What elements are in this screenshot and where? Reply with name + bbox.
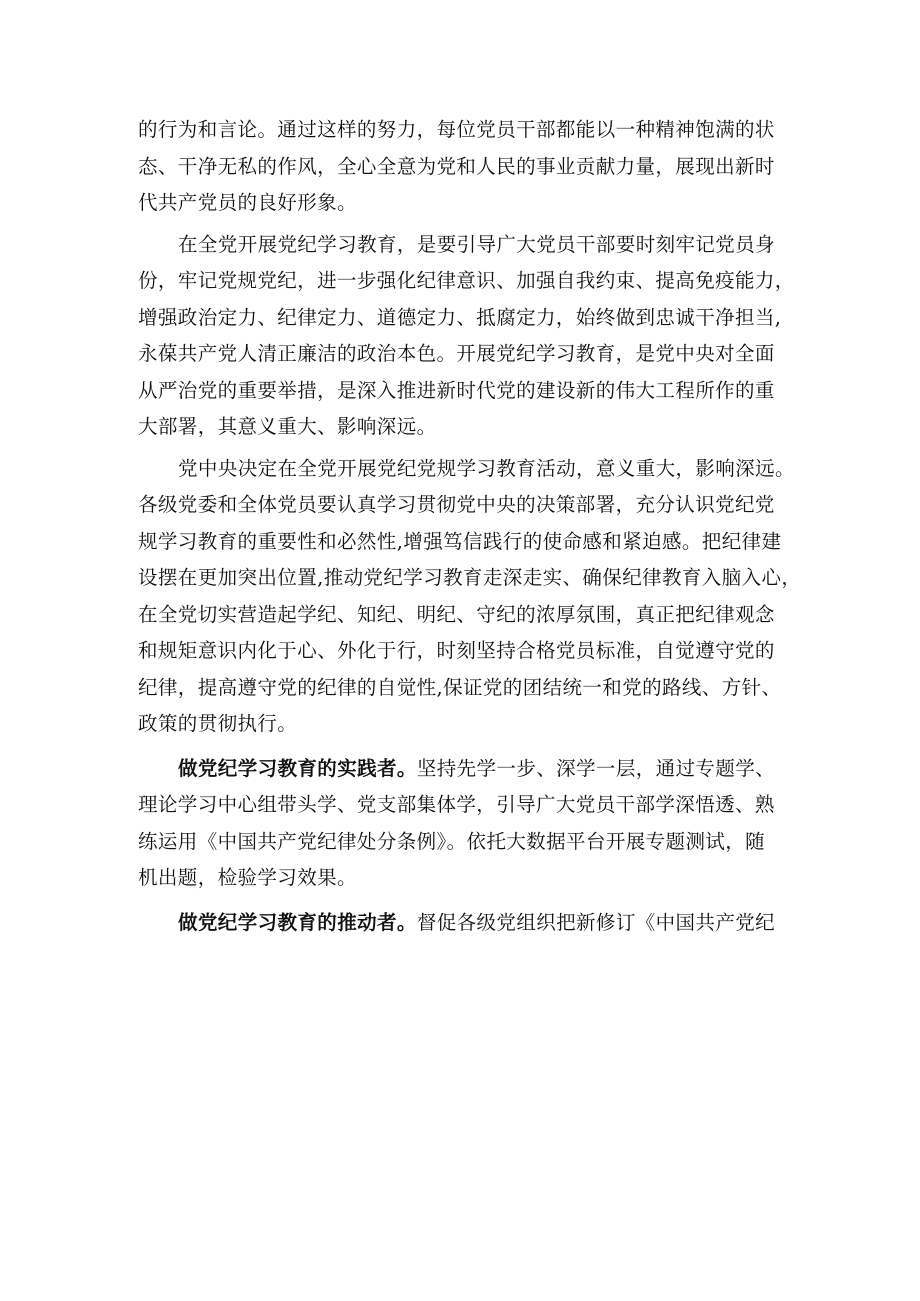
text-line: 在全党切实营造起学纪、知纪、明纪、守纪的浓厚氛围，真正把纪律观念 [138, 602, 775, 626]
paragraph-2 [138, 227, 795, 446]
text-line: 设摆在更加突出位置,推动党纪学习教育走深走实、确保纪律教育入脑入心， [138, 566, 802, 589]
text-line: 各级党委和全体党员要认真学习贯彻党中央的决策部署，充分认识党纪党 [138, 493, 775, 516]
text-line: 的行为和言论。通过这样的努力，每位党员干部都能以一种精神饱满的状 [138, 118, 775, 141]
text-line: 和规矩意识内化于心、外化于行，时刻坚持合格党员标准，自觉遵守党的 [138, 639, 775, 662]
paragraph-lead-heading: 做党纪学习教育的推动者。 [178, 910, 417, 934]
text-line [138, 751, 788, 788]
paragraph-5 [138, 905, 788, 942]
text-line: 练运用《中国共产党纪律处分条例》。依托大数据平台开展专题测试，随 [138, 829, 766, 853]
paragraph-lead-rest: 坚持先学一步、深学一层，通过专题学、 [416, 756, 776, 780]
paragraph-1 [138, 112, 788, 222]
text-line: 份，牢记党规党纪，进一步强化纪律意识、加强自我约束、提高免疫能力， [138, 269, 795, 292]
text-line: 理论学习中心组带头学、党支部集体学，引导广大党员干部学深悟透、熟 [138, 793, 775, 816]
text-line: 永葆共产党人清正廉洁的政治本色。开展党纪学习教育，是党中央对全面 [138, 342, 775, 365]
document-page [138, 112, 802, 941]
paragraph-3 [138, 451, 802, 743]
text-line: 增强政治定力、纪律定力、道德定力、抵腐定力，始终做到忠诚干净担当, [138, 305, 782, 329]
text-line: 大部署，其意义重大、影响深远。 [138, 415, 437, 438]
text-line: 态、干净无私的作风，全心全意为党和人民的事业贡献力量，展现出新时 [138, 154, 775, 178]
text-line: 在全党开展党纪学习教育，是要引导广大党员干部要时刻牢记党员身 [178, 232, 776, 256]
text-line: 代共产党员的良好形象。 [138, 191, 357, 214]
paragraph-lead-heading: 做党纪学习教育的实践者。 [178, 756, 417, 780]
text-line: 党中央决定在全党开展党纪党规学习教育活动，意义重大，影响深远。 [178, 456, 795, 480]
text-line [138, 905, 788, 942]
paragraph-lead-rest: 督促各级党组织把新修订《中国共产党纪 [416, 910, 776, 934]
text-line: 从严治党的重要举措，是深入推进新时代党的建设新的伟大工程所作的重 [138, 378, 775, 402]
text-line: 机出题，检验学习效果。 [138, 866, 357, 889]
text-line: 纪律，提高遵守党的纪律的自觉性,保证党的团结统一和党的路线、方针、 [138, 675, 782, 699]
paragraph-4 [138, 751, 788, 897]
text-line: 政策的贯彻执行。 [138, 712, 298, 735]
text-line: 规学习教育的重要性和必然性,增强笃信践行的使命感和紧迫感。把纪律建 [138, 529, 782, 553]
